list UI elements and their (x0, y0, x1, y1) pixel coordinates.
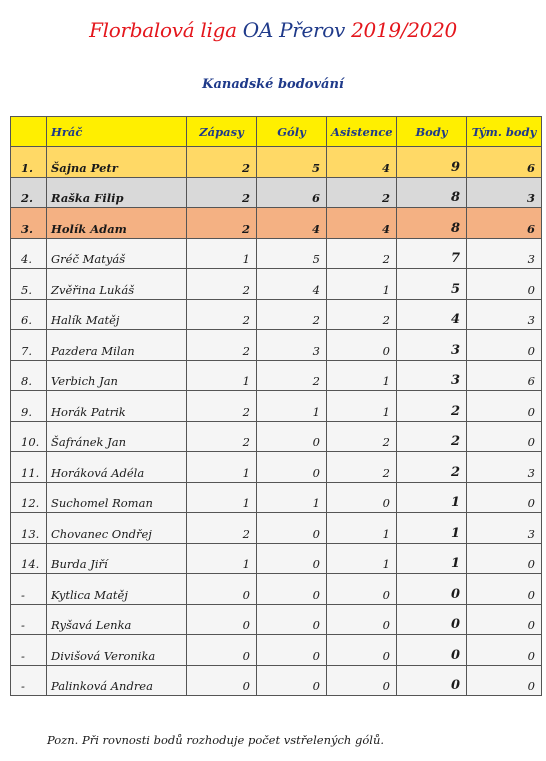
cell-goals: 0 (257, 574, 327, 605)
table-row (11, 299, 542, 330)
cell-player: Kytlica Matěj (47, 574, 187, 605)
cell-team-points: 3 (467, 452, 542, 483)
cell-goals: 0 (257, 543, 327, 574)
cell-rank: 12. (11, 482, 47, 513)
cell-points: 2 (397, 391, 467, 422)
cell-points: 9 (397, 147, 467, 178)
cell-points: 8 (397, 177, 467, 208)
cell-player: Zvěřina Lukáš (47, 269, 187, 300)
cell-games: 2 (187, 391, 257, 422)
header-points: Body (397, 117, 467, 147)
cell-team-points: 0 (467, 391, 542, 422)
cell-goals: 0 (257, 604, 327, 635)
cell-goals: 1 (257, 391, 327, 422)
cell-rank: - (11, 665, 47, 696)
cell-player: Horáková Adéla (47, 452, 187, 483)
cell-goals: 4 (257, 208, 327, 239)
cell-rank: 13. (11, 513, 47, 544)
cell-goals: 1 (257, 482, 327, 513)
cell-team-points: 0 (467, 269, 542, 300)
cell-points: 0 (397, 604, 467, 635)
table-row (11, 482, 542, 513)
cell-player: Palinková Andrea (47, 665, 187, 696)
table-header-row (11, 117, 542, 147)
cell-rank: 4. (11, 238, 47, 269)
table-row (11, 360, 542, 391)
cell-games: 2 (187, 208, 257, 239)
cell-assists: 1 (327, 513, 397, 544)
cell-player: Chovanec Ondřej (47, 513, 187, 544)
cell-games: 2 (187, 513, 257, 544)
cell-goals: 0 (257, 635, 327, 666)
table-row (11, 421, 542, 452)
cell-goals: 2 (257, 360, 327, 391)
cell-goals: 3 (257, 330, 327, 361)
cell-games: 1 (187, 238, 257, 269)
cell-games: 2 (187, 147, 257, 178)
cell-player: Gréč Matyáš (47, 238, 187, 269)
table-row (11, 208, 542, 239)
cell-assists: 1 (327, 543, 397, 574)
cell-assists: 1 (327, 391, 397, 422)
cell-rank: 3. (11, 208, 47, 239)
cell-assists: 2 (327, 421, 397, 452)
cell-player: Pazdera Milan (47, 330, 187, 361)
cell-rank: 6. (11, 299, 47, 330)
cell-games: 0 (187, 635, 257, 666)
cell-team-points: 0 (467, 635, 542, 666)
cell-team-points: 6 (467, 147, 542, 178)
cell-games: 2 (187, 421, 257, 452)
cell-team-points: 0 (467, 604, 542, 635)
cell-points: 3 (397, 360, 467, 391)
cell-player: Šajna Petr (47, 147, 187, 178)
cell-assists: 0 (327, 604, 397, 635)
cell-rank: 14. (11, 543, 47, 574)
cell-games: 1 (187, 452, 257, 483)
cell-assists: 0 (327, 665, 397, 696)
cell-games: 2 (187, 177, 257, 208)
cell-points: 5 (397, 269, 467, 300)
cell-rank: 10. (11, 421, 47, 452)
cell-games: 0 (187, 574, 257, 605)
cell-team-points: 0 (467, 543, 542, 574)
header-assists: Asistence (327, 117, 397, 147)
table-row (11, 543, 542, 574)
cell-assists: 0 (327, 635, 397, 666)
cell-games: 1 (187, 543, 257, 574)
header-rank (11, 117, 47, 147)
cell-goals: 0 (257, 513, 327, 544)
cell-team-points: 3 (467, 513, 542, 544)
cell-rank: - (11, 635, 47, 666)
cell-team-points: 3 (467, 177, 542, 208)
cell-goals: 5 (257, 238, 327, 269)
cell-points: 0 (397, 635, 467, 666)
cell-rank: 9. (11, 391, 47, 422)
footnote: Pozn. Při rovnosti bodů rozhoduje počet vstřelených gólů. (47, 733, 385, 747)
cell-assists: 1 (327, 269, 397, 300)
cell-team-points: 0 (467, 574, 542, 605)
table-row (11, 604, 542, 635)
cell-rank: 11. (11, 452, 47, 483)
header-player: Hráč (47, 117, 187, 147)
table-row (11, 177, 542, 208)
table-row (11, 238, 542, 269)
table-row (11, 147, 542, 178)
cell-team-points: 0 (467, 482, 542, 513)
cell-games: 1 (187, 482, 257, 513)
header-games: Zápasy (187, 117, 257, 147)
standings-table (10, 116, 542, 696)
cell-games: 0 (187, 665, 257, 696)
header-team-points: Tým. body (467, 117, 542, 147)
title-league: Florbalová liga (89, 18, 237, 42)
cell-games: 2 (187, 299, 257, 330)
cell-player: Holík Adam (47, 208, 187, 239)
cell-assists: 0 (327, 574, 397, 605)
table-row (11, 269, 542, 300)
cell-games: 0 (187, 604, 257, 635)
cell-points: 1 (397, 482, 467, 513)
cell-goals: 6 (257, 177, 327, 208)
cell-team-points: 6 (467, 360, 542, 391)
cell-assists: 0 (327, 330, 397, 361)
page-subtitle: Kanadské bodování (202, 77, 344, 92)
cell-player: Verbich Jan (47, 360, 187, 391)
cell-points: 4 (397, 299, 467, 330)
cell-team-points: 0 (467, 330, 542, 361)
table-row (11, 391, 542, 422)
cell-player: Burda Jiří (47, 543, 187, 574)
cell-team-points: 0 (467, 421, 542, 452)
cell-games: 1 (187, 360, 257, 391)
cell-points: 1 (397, 543, 467, 574)
cell-assists: 2 (327, 299, 397, 330)
cell-rank: 1. (11, 147, 47, 178)
cell-assists: 0 (327, 482, 397, 513)
cell-team-points: 0 (467, 665, 542, 696)
cell-games: 2 (187, 269, 257, 300)
table-row (11, 665, 542, 696)
cell-player: Ryšavá Lenka (47, 604, 187, 635)
cell-points: 2 (397, 421, 467, 452)
cell-rank: 7. (11, 330, 47, 361)
cell-assists: 4 (327, 147, 397, 178)
table-row (11, 452, 542, 483)
cell-rank: - (11, 574, 47, 605)
cell-points: 0 (397, 574, 467, 605)
header-goals: Góly (257, 117, 327, 147)
cell-goals: 0 (257, 452, 327, 483)
cell-player: Horák Patrik (47, 391, 187, 422)
cell-points: 0 (397, 665, 467, 696)
page-title (0, 18, 546, 42)
cell-rank: 5. (11, 269, 47, 300)
cell-team-points: 3 (467, 238, 542, 269)
cell-goals: 0 (257, 665, 327, 696)
cell-player: Suchomel Roman (47, 482, 187, 513)
cell-player: Raška Filip (47, 177, 187, 208)
cell-goals: 5 (257, 147, 327, 178)
cell-team-points: 3 (467, 299, 542, 330)
cell-rank: - (11, 604, 47, 635)
cell-rank: 8. (11, 360, 47, 391)
cell-goals: 0 (257, 421, 327, 452)
cell-player: Divišová Veronika (47, 635, 187, 666)
cell-points: 7 (397, 238, 467, 269)
table-row (11, 513, 542, 544)
cell-assists: 2 (327, 177, 397, 208)
cell-rank: 2. (11, 177, 47, 208)
cell-assists: 2 (327, 452, 397, 483)
table-row (11, 574, 542, 605)
title-season: 2019/2020 (351, 18, 457, 42)
table-row (11, 635, 542, 666)
title-school: OA Přerov (242, 18, 346, 42)
cell-player: Halík Matěj (47, 299, 187, 330)
cell-points: 3 (397, 330, 467, 361)
cell-assists: 4 (327, 208, 397, 239)
cell-goals: 2 (257, 299, 327, 330)
cell-team-points: 6 (467, 208, 542, 239)
cell-points: 1 (397, 513, 467, 544)
cell-games: 2 (187, 330, 257, 361)
cell-points: 8 (397, 208, 467, 239)
cell-points: 2 (397, 452, 467, 483)
cell-assists: 2 (327, 238, 397, 269)
cell-player: Šafránek Jan (47, 421, 187, 452)
cell-assists: 1 (327, 360, 397, 391)
cell-goals: 4 (257, 269, 327, 300)
table-row (11, 330, 542, 361)
